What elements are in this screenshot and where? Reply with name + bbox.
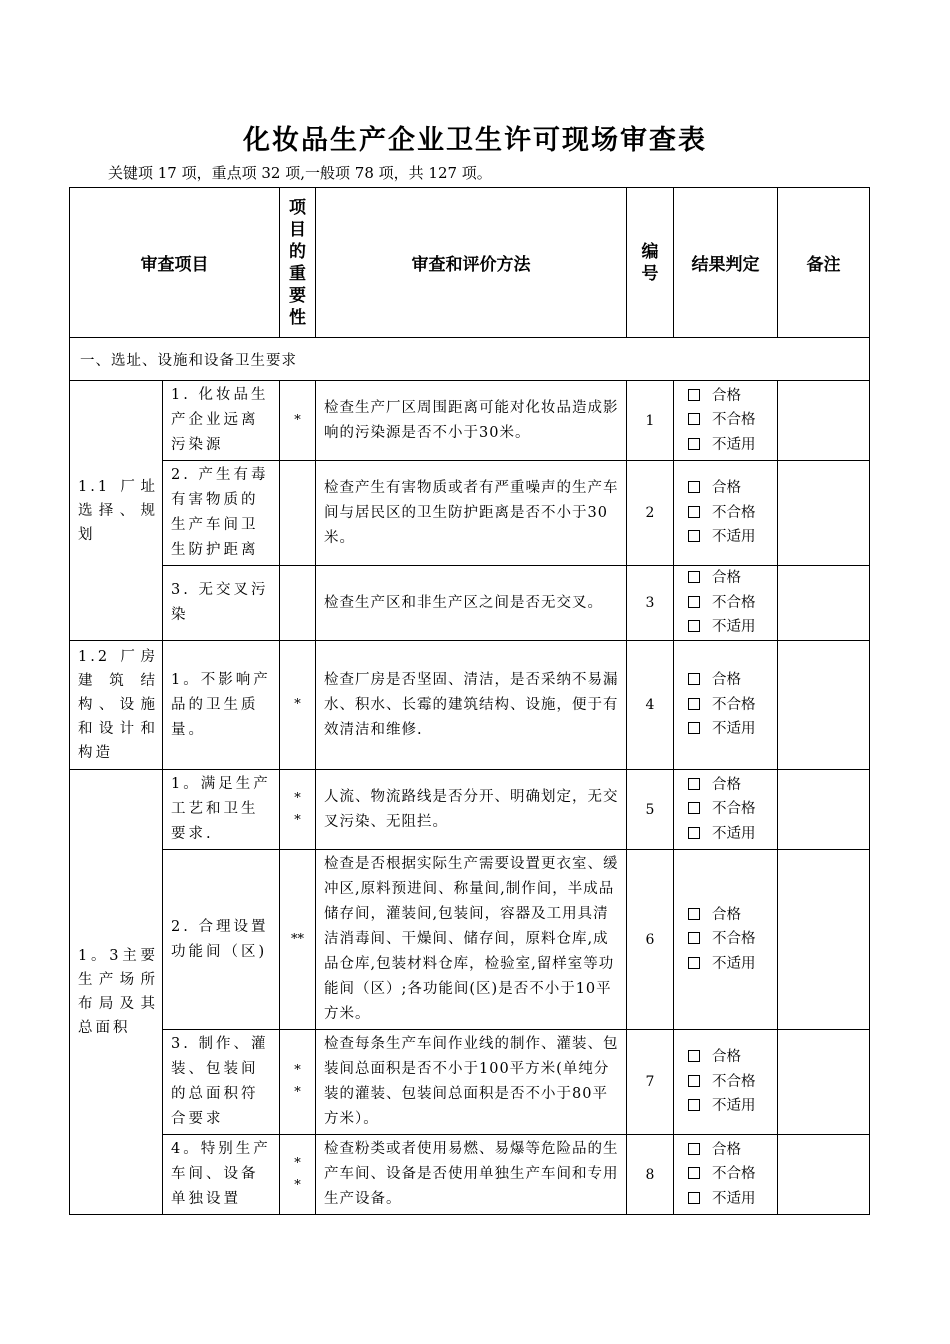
evaluation-method: 检查产生有害物质或者有严重噪声的生产车间与居民区的卫生防护距离是否不小于30米。 — [316, 461, 627, 566]
table-row — [70, 1135, 870, 1215]
review-item: 2. 产生有毒有害物质的生产车间卫生防护距离 — [163, 461, 280, 566]
importance-mark — [280, 566, 316, 641]
checkbox-na[interactable] — [688, 1192, 700, 1204]
checkbox-na[interactable] — [688, 620, 700, 632]
section-row — [70, 338, 870, 381]
importance-mark: * * — [280, 1135, 316, 1215]
note-cell — [778, 566, 870, 641]
result-options: 合格 不合格 不适用 — [674, 461, 778, 566]
note-cell — [778, 1030, 870, 1135]
note-cell — [778, 461, 870, 566]
checkbox-fail[interactable] — [688, 413, 700, 425]
group-label: 1.2 厂房建筑结构、设施和设计和构造 — [70, 641, 163, 770]
group-label: 1.1 厂址选择、规划 — [70, 381, 163, 641]
row-number: 3 — [627, 566, 674, 641]
checkbox-na[interactable] — [688, 530, 700, 542]
evaluation-method: 检查生产区和非生产区之间是否无交叉。 — [316, 566, 627, 641]
table-row — [70, 566, 870, 641]
review-item: 1。不影响产品的卫生质量。 — [163, 641, 280, 770]
note-cell — [778, 1135, 870, 1215]
note-cell — [778, 850, 870, 1030]
review-item: 1。满足生产工艺和卫生要求. — [163, 770, 280, 850]
checkbox-pass[interactable] — [688, 571, 700, 583]
importance-mark: ** — [280, 850, 316, 1030]
evaluation-method: 检查是否根据实际生产需要设置更衣室、缓冲区,原料预进间、称量间,制作间，半成品储存间，灌装间,包装间，容器及工用具清洁消毒间、干燥间、储存间，原料仓库,成品仓库,包装材料仓库，检验室,留样室等功能间（区）;各功能间(区)是否不小于10平方米。 — [316, 850, 627, 1030]
review-item: 3. 无交叉污染 — [163, 566, 280, 641]
evaluation-method: 人流、物流路线是否分开、明确划定，无交叉污染、无阻拦。 — [316, 770, 627, 850]
importance-mark: * — [280, 641, 316, 770]
header-row — [70, 188, 870, 338]
importance-mark — [280, 461, 316, 566]
checkbox-pass[interactable] — [688, 908, 700, 920]
checkbox-na[interactable] — [688, 722, 700, 734]
table-row — [70, 381, 870, 461]
result-options: 合格 不合格 不适用 — [674, 381, 778, 461]
audit-table — [69, 187, 870, 1215]
evaluation-method: 检查厂房是否坚固、清洁，是否采纳不易漏水、积水、长霉的建筑结构、设施，便于有效清洁和维修. — [316, 641, 627, 770]
result-options: 合格 不合格 不适用 — [674, 566, 778, 641]
row-number: 8 — [627, 1135, 674, 1215]
checkbox-fail[interactable] — [688, 1075, 700, 1087]
row-number: 2 — [627, 461, 674, 566]
result-options: 合格 不合格 不适用 — [674, 641, 778, 770]
table-row — [70, 641, 870, 770]
importance-mark: * * — [280, 1030, 316, 1135]
checkbox-fail[interactable] — [688, 596, 700, 608]
review-item: 4。特别生产车间、设备单独设置 — [163, 1135, 280, 1215]
checkbox-na[interactable] — [688, 438, 700, 450]
result-options: 合格 不合格 不适用 — [674, 770, 778, 850]
row-number: 5 — [627, 770, 674, 850]
checkbox-pass[interactable] — [688, 1143, 700, 1155]
note-cell — [778, 381, 870, 461]
table-row — [70, 770, 870, 850]
evaluation-method: 检查粉类或者使用易燃、易爆等危险品的生产车间、设备是否使用单独生产车间和专用生产设备。 — [316, 1135, 627, 1215]
row-number: 6 — [627, 850, 674, 1030]
checkbox-na[interactable] — [688, 957, 700, 969]
header-note: 备注 — [778, 188, 870, 338]
checkbox-pass[interactable] — [688, 778, 700, 790]
note-cell — [778, 770, 870, 850]
row-number: 4 — [627, 641, 674, 770]
header-number: 编 号 — [627, 188, 674, 338]
item-count-summary: 关键项 17 项，重点项 32 项,一般项 78 项，共 127 项。 — [108, 164, 492, 182]
checkbox-fail[interactable] — [688, 506, 700, 518]
checkbox-na[interactable] — [688, 1099, 700, 1111]
checkbox-fail[interactable] — [688, 802, 700, 814]
header-result: 结果判定 — [674, 188, 778, 338]
note-cell — [778, 641, 870, 770]
checkbox-pass[interactable] — [688, 481, 700, 493]
header-importance: 项 目 的 重 要 性 — [280, 188, 316, 338]
row-number: 7 — [627, 1030, 674, 1135]
checkbox-na[interactable] — [688, 827, 700, 839]
checkbox-fail[interactable] — [688, 1167, 700, 1179]
review-item: 3. 制作、灌装、包装间的总面积符合要求 — [163, 1030, 280, 1135]
header-item: 审查项目 — [70, 188, 280, 338]
result-options: 合格 不合格 不适用 — [674, 850, 778, 1030]
evaluation-method: 检查生产厂区周围距离可能对化妆品造成影响的污染源是否不小于30米。 — [316, 381, 627, 461]
page-title: 化妆品生产企业卫生许可现场审查表 — [243, 125, 707, 156]
review-item: 2. 合理设置功能间（区) — [163, 850, 280, 1030]
importance-mark: * — [280, 381, 316, 461]
header-method: 审查和评价方法 — [316, 188, 627, 338]
table-row — [70, 850, 870, 1030]
result-options: 合格 不合格 不适用 — [674, 1030, 778, 1135]
evaluation-method: 检查每条生产车间作业线的制作、灌装、包装间总面积是否不小于100平方米(单纯分装的灌装、包装间总面积是否不小于80平方米）。 — [316, 1030, 627, 1135]
row-number: 1 — [627, 381, 674, 461]
checkbox-pass[interactable] — [688, 1050, 700, 1062]
checkbox-fail[interactable] — [688, 932, 700, 944]
result-options: 合格 不合格 不适用 — [674, 1135, 778, 1215]
review-item: 1. 化妆品生产企业远离污染源 — [163, 381, 280, 461]
importance-mark: * * — [280, 770, 316, 850]
checkbox-fail[interactable] — [688, 698, 700, 710]
table-row — [70, 461, 870, 566]
table-row — [70, 1030, 870, 1135]
checkbox-pass[interactable] — [688, 389, 700, 401]
group-label: 1。3主要生产场所布局及其总面积 — [70, 770, 163, 1215]
section-title: 一、选址、设施和设备卫生要求 — [70, 338, 870, 381]
checkbox-pass[interactable] — [688, 673, 700, 685]
